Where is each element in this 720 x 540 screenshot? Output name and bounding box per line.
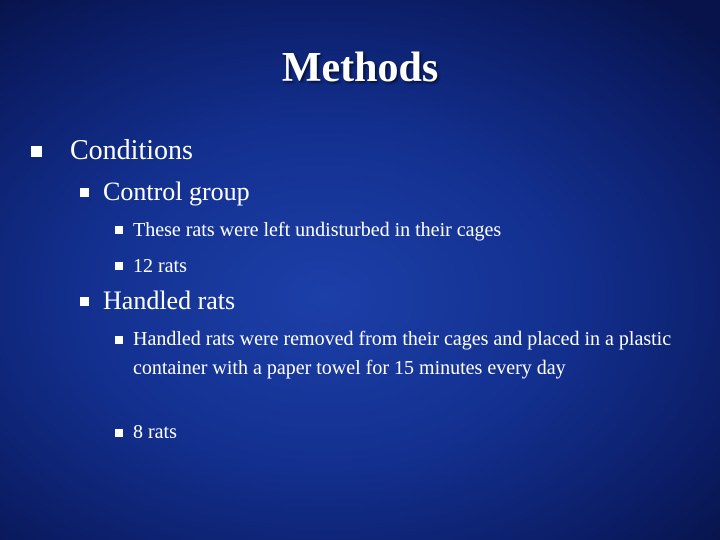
square-bullet-icon bbox=[115, 262, 123, 270]
bullet-handled-desc: Handled rats were removed from their cages and placed in a plastic container with a paper towel for 15 minutes every day bbox=[133, 328, 672, 379]
slide-title: Methods bbox=[281, 45, 439, 91]
square-bullet-icon bbox=[115, 429, 123, 437]
bullet-conditions: Conditions bbox=[70, 135, 193, 166]
bullet-control-desc: These rats were left undisturbed in their cages bbox=[133, 219, 502, 241]
square-bullet-icon bbox=[80, 188, 89, 197]
bullet-control-count: 12 rats bbox=[133, 255, 187, 277]
square-bullet-icon bbox=[115, 226, 123, 234]
square-bullet-icon bbox=[80, 297, 89, 306]
bullet-handled-count: 8 rats bbox=[133, 421, 177, 443]
square-bullet-icon bbox=[31, 146, 42, 157]
bullet-control-group: Control group bbox=[103, 177, 250, 206]
bullet-handled-rats: Handled rats bbox=[103, 286, 236, 315]
square-bullet-icon bbox=[115, 336, 123, 344]
